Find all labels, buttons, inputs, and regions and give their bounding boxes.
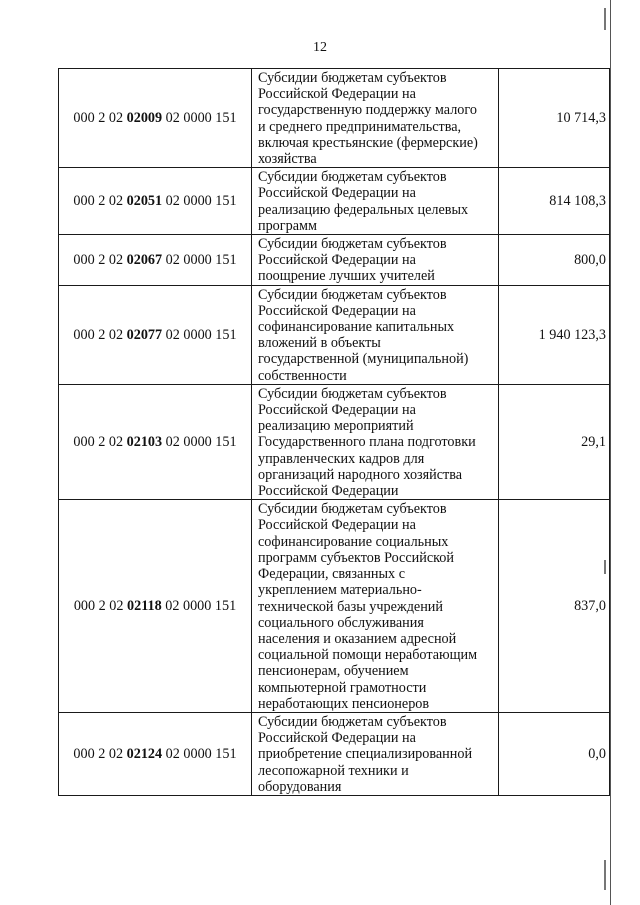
budget-code-prefix: 000 2 02 xyxy=(73,110,124,126)
budget-code-main: 02067 xyxy=(126,251,163,268)
budget-code-suffix: 02 0000 151 xyxy=(165,110,237,126)
revenue-name-line: и среднего предпринимательства, xyxy=(258,118,462,135)
revenue-name-line: управленческих кадров для xyxy=(258,450,425,467)
budget-code-suffix: 02 0000 151 xyxy=(165,745,237,762)
amount-cell: 837,0 xyxy=(499,500,610,713)
budget-code-prefix: 000 2 02 xyxy=(73,251,124,268)
revenue-name-cell xyxy=(252,384,499,499)
revenue-name-line: Субсидии бюджетам субъектов xyxy=(258,713,447,730)
amount-cell: 814 108,3 xyxy=(499,168,610,235)
revenue-name-line: социальной помощи неработающим xyxy=(258,647,478,664)
budget-code-prefix: 000 2 02 xyxy=(73,598,124,614)
amount-cell: 10 714,3 xyxy=(499,69,610,168)
revenue-name-line: Федерации, связанных с xyxy=(258,566,405,583)
revenue-name-line: Субсидии бюджетам субъектов xyxy=(258,501,447,518)
revenue-name-line: вложений в объекты xyxy=(258,335,381,352)
budget-code-cell xyxy=(59,69,252,168)
revenue-name-line: Субсидии бюджетам субъектов xyxy=(258,236,447,253)
revenue-name-line: Российской Федерации на xyxy=(258,86,416,103)
revenue-name-line: населения и оказанием адресной xyxy=(258,630,457,647)
table-row xyxy=(59,69,610,168)
table-row xyxy=(59,235,610,286)
budget-code-main: 02051 xyxy=(126,193,163,210)
budget-code-prefix: 000 2 02 xyxy=(73,193,124,210)
revenue-name-line: неработающих пенсионеров xyxy=(258,695,430,712)
revenue-name-line: хозяйства xyxy=(258,151,317,168)
budget-code-cell xyxy=(59,384,252,499)
budget-code-cell xyxy=(59,285,252,384)
budget-code-suffix: 02 0000 151 xyxy=(165,598,237,614)
revenue-name-cell xyxy=(252,285,499,384)
budget-code-suffix: 02 0000 151 xyxy=(165,433,237,450)
revenue-name-cell xyxy=(252,712,499,795)
revenue-name-line: технической базы учреждений xyxy=(258,598,443,615)
revenue-name-line: государственную поддержку малого xyxy=(258,102,477,119)
revenue-name-line: Субсидии бюджетам субъектов xyxy=(258,70,447,86)
budget-code-cell xyxy=(59,235,252,286)
table-row xyxy=(59,168,610,235)
revenue-name-line: Субсидии бюджетам субъектов xyxy=(258,169,447,186)
budget-code-cell xyxy=(59,500,252,713)
budget-code-main: 02009 xyxy=(126,110,163,126)
revenue-name-line: реализацию мероприятий xyxy=(258,418,414,435)
revenue-name-cell xyxy=(252,168,499,235)
revenue-name-cell xyxy=(252,69,499,168)
scan-edge-line xyxy=(610,0,611,905)
amount-cell: 0,0 xyxy=(499,712,610,795)
budget-revenue-table xyxy=(58,68,610,796)
revenue-name-cell xyxy=(252,500,499,713)
revenue-name-line: лесопожарной техники и xyxy=(258,762,409,779)
revenue-name-line: Субсидии бюджетам субъектов xyxy=(258,385,447,402)
scan-edge-mark xyxy=(604,860,606,890)
budget-code-suffix: 02 0000 151 xyxy=(165,326,237,343)
budget-code-prefix: 000 2 02 xyxy=(73,433,124,450)
budget-code-cell xyxy=(59,168,252,235)
revenue-name-line: Российской Федерации на xyxy=(258,252,416,269)
budget-code-main: 02077 xyxy=(126,326,163,343)
budget-code-suffix: 02 0000 151 xyxy=(165,251,237,268)
budget-code-main: 02103 xyxy=(126,433,163,450)
revenue-name-line: Российской Федерации на xyxy=(258,402,416,419)
scan-edge-mark xyxy=(604,8,606,30)
revenue-name-line: Российской Федерации на xyxy=(258,517,416,534)
revenue-name-line: приобретение специализированной xyxy=(258,746,473,763)
revenue-name-line: Российской Федерации на xyxy=(258,302,416,319)
table-body xyxy=(59,69,610,796)
revenue-name-line: Субсидии бюджетам субъектов xyxy=(258,286,447,303)
amount-cell: 800,0 xyxy=(499,235,610,286)
table-row xyxy=(59,384,610,499)
revenue-name-line: оборудования xyxy=(258,778,342,795)
revenue-name-line: собственности xyxy=(258,367,347,384)
revenue-name-line: поощрение лучших учителей xyxy=(258,268,435,285)
revenue-name-line: программ xyxy=(258,217,317,234)
revenue-name-line: Государственного плана подготовки xyxy=(258,434,476,451)
revenue-name-line: укреплением материально- xyxy=(258,582,422,599)
revenue-name-line: Российской Федерации xyxy=(258,483,399,500)
revenue-name-line: программ субъектов Российской xyxy=(258,549,454,566)
revenue-name-line: включая крестьянские (фермерские) xyxy=(258,134,478,151)
budget-code-main: 02118 xyxy=(127,598,162,614)
amount-cell: 29,1 xyxy=(499,384,610,499)
revenue-name-line: Российской Федерации на xyxy=(258,185,416,202)
revenue-name-line: компьютерной грамотности xyxy=(258,679,427,696)
amount-cell: 1 940 123,3 xyxy=(499,285,610,384)
page-number: 12 xyxy=(313,40,327,55)
revenue-name-line: софинансирование капитальных xyxy=(258,319,455,336)
revenue-name-line: Российской Федерации на xyxy=(258,730,416,747)
revenue-name-line: организаций народного хозяйства xyxy=(258,466,463,483)
revenue-name-line: государственной (муниципальной) xyxy=(258,351,469,368)
budget-code-prefix: 000 2 02 xyxy=(73,745,124,762)
revenue-name-line: реализацию федеральных целевых xyxy=(258,201,469,218)
budget-code-main: 02124 xyxy=(126,745,163,762)
budget-code-suffix: 02 0000 151 xyxy=(165,193,237,210)
budget-code-cell xyxy=(59,712,252,795)
table-row xyxy=(59,500,610,713)
revenue-name-line: социального обслуживания xyxy=(258,614,424,631)
revenue-name-cell xyxy=(252,235,499,286)
table-row xyxy=(59,285,610,384)
revenue-name-line: софинансирование социальных xyxy=(258,533,449,550)
budget-code-prefix: 000 2 02 xyxy=(73,326,124,343)
revenue-name-line: пенсионерам, обучением xyxy=(258,663,409,680)
table-row xyxy=(59,712,610,795)
